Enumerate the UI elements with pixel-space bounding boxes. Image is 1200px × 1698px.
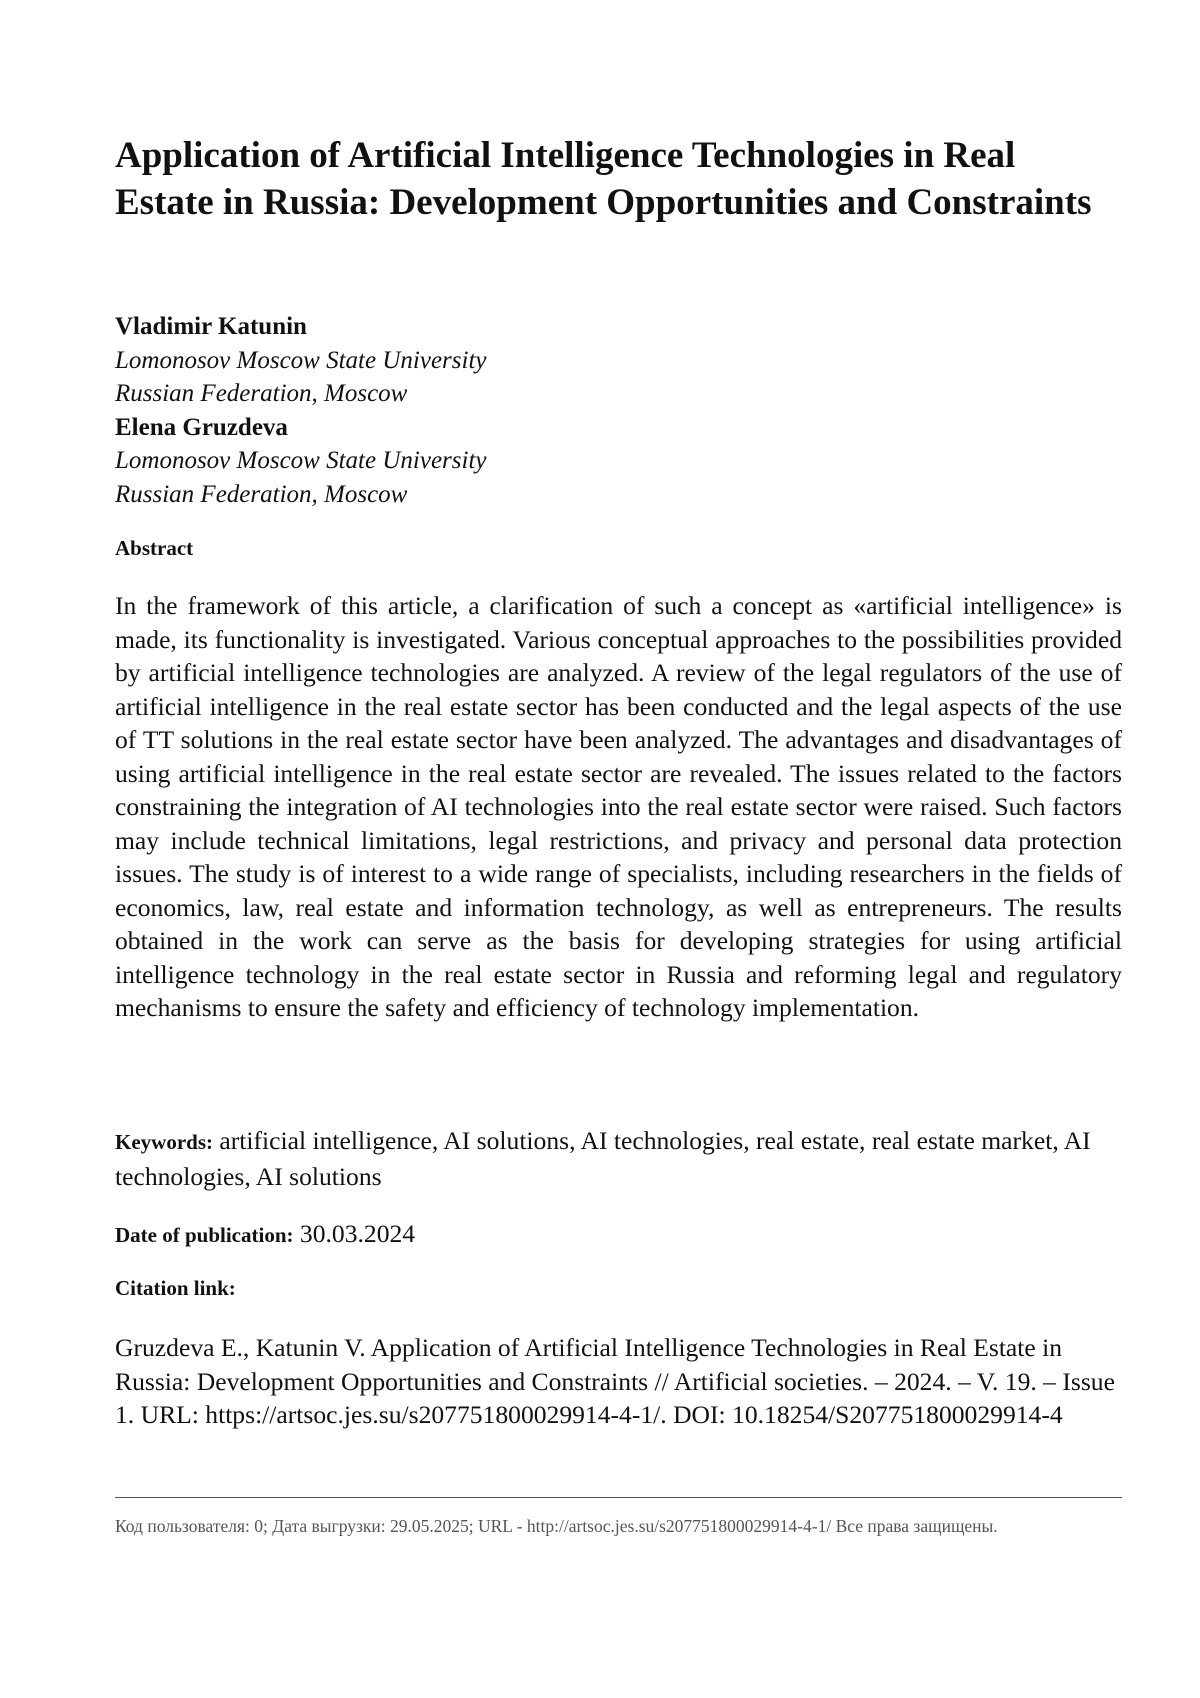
abstract-heading: Abstract	[115, 536, 194, 560]
author-location: Russian Federation, Moscow	[115, 480, 408, 508]
citation-text: Gruzdeva E., Katunin V. Application of Artificial Intelligence Technologies in Real Estate in Russia: Development Opportunities and Constraints // Artificial societies. – 2024. – V. 19. – Issue 1. URL: https://artsoc.jes.su/s207751800029914-4-1/. DOI: 10.18254/S207751800029914-4	[115, 1333, 1115, 1429]
author-location: Russian Federation, Moscow	[115, 380, 408, 407]
author-affiliation: Lomonosov Moscow State University	[115, 447, 487, 474]
citation-heading: Citation link:	[115, 1276, 236, 1300]
author-name: Vladimir Katunin	[115, 313, 307, 340]
author-affiliation: Lomonosov Moscow State University	[115, 346, 487, 374]
author-block	[115, 310, 1122, 511]
keywords-text: artificial intelligence, AI solutions, AI technologies, real estate, real estate market, AI technologies, AI solutions	[115, 1126, 1091, 1191]
footer-divider	[115, 1497, 1122, 1498]
keywords-label: Keywords:	[115, 1130, 213, 1154]
paper-title: Application of Artificial Intelligence Technologies in Real Estate in Russia: Development Opportunities and Constraints	[115, 135, 1092, 223]
abstract-text: In the framework of this article, a clarification of such a concept as «artificial intelligence» is made, its functionality is investigated. Various conceptual approaches to the possibilities provided by artificial intelligence technologies are analyzed. A review of the legal regulators of the use of artificial intelligence in the real estate sector has been conducted and the legal aspects of the use of TT solutions in the real estate sector have been analyzed. The advantages and disadvantages of using artificial intelligence in the real estate sector are revealed. The issues related to the factors constraining the integration of AI technologies into the real estate sector were raised. Such factors may include technical limitations, legal restrictions, and privacy and personal data protection issues. The study is of interest to a wide range of specialists, including researchers in the fields of economics, law, real estate and information technology, as well as entrepreneurs. The results obtained in the work can serve as the basis for developing strategies for using artificial intelligence technology in the real estate sector in Russia and reforming legal and regulatory mechanisms to ensure the safety and efficiency of technology implementation.	[115, 591, 1122, 1022]
keywords-section	[115, 1124, 1122, 1193]
publication-date: 30.03.2024	[299, 1219, 416, 1248]
footer-text: Код пользователя: 0; Дата выгрузки: 29.05.2025; URL - http://artsoc.jes.su/s207751800029914-4-1/ Все права защищены.	[115, 1516, 998, 1536]
publication-date-section	[115, 1217, 1122, 1252]
author-name: Elena Gruzdeva	[115, 413, 288, 441]
paper-page	[115, 0, 1122, 1698]
publication-date-label: Date of publication:	[115, 1223, 294, 1247]
